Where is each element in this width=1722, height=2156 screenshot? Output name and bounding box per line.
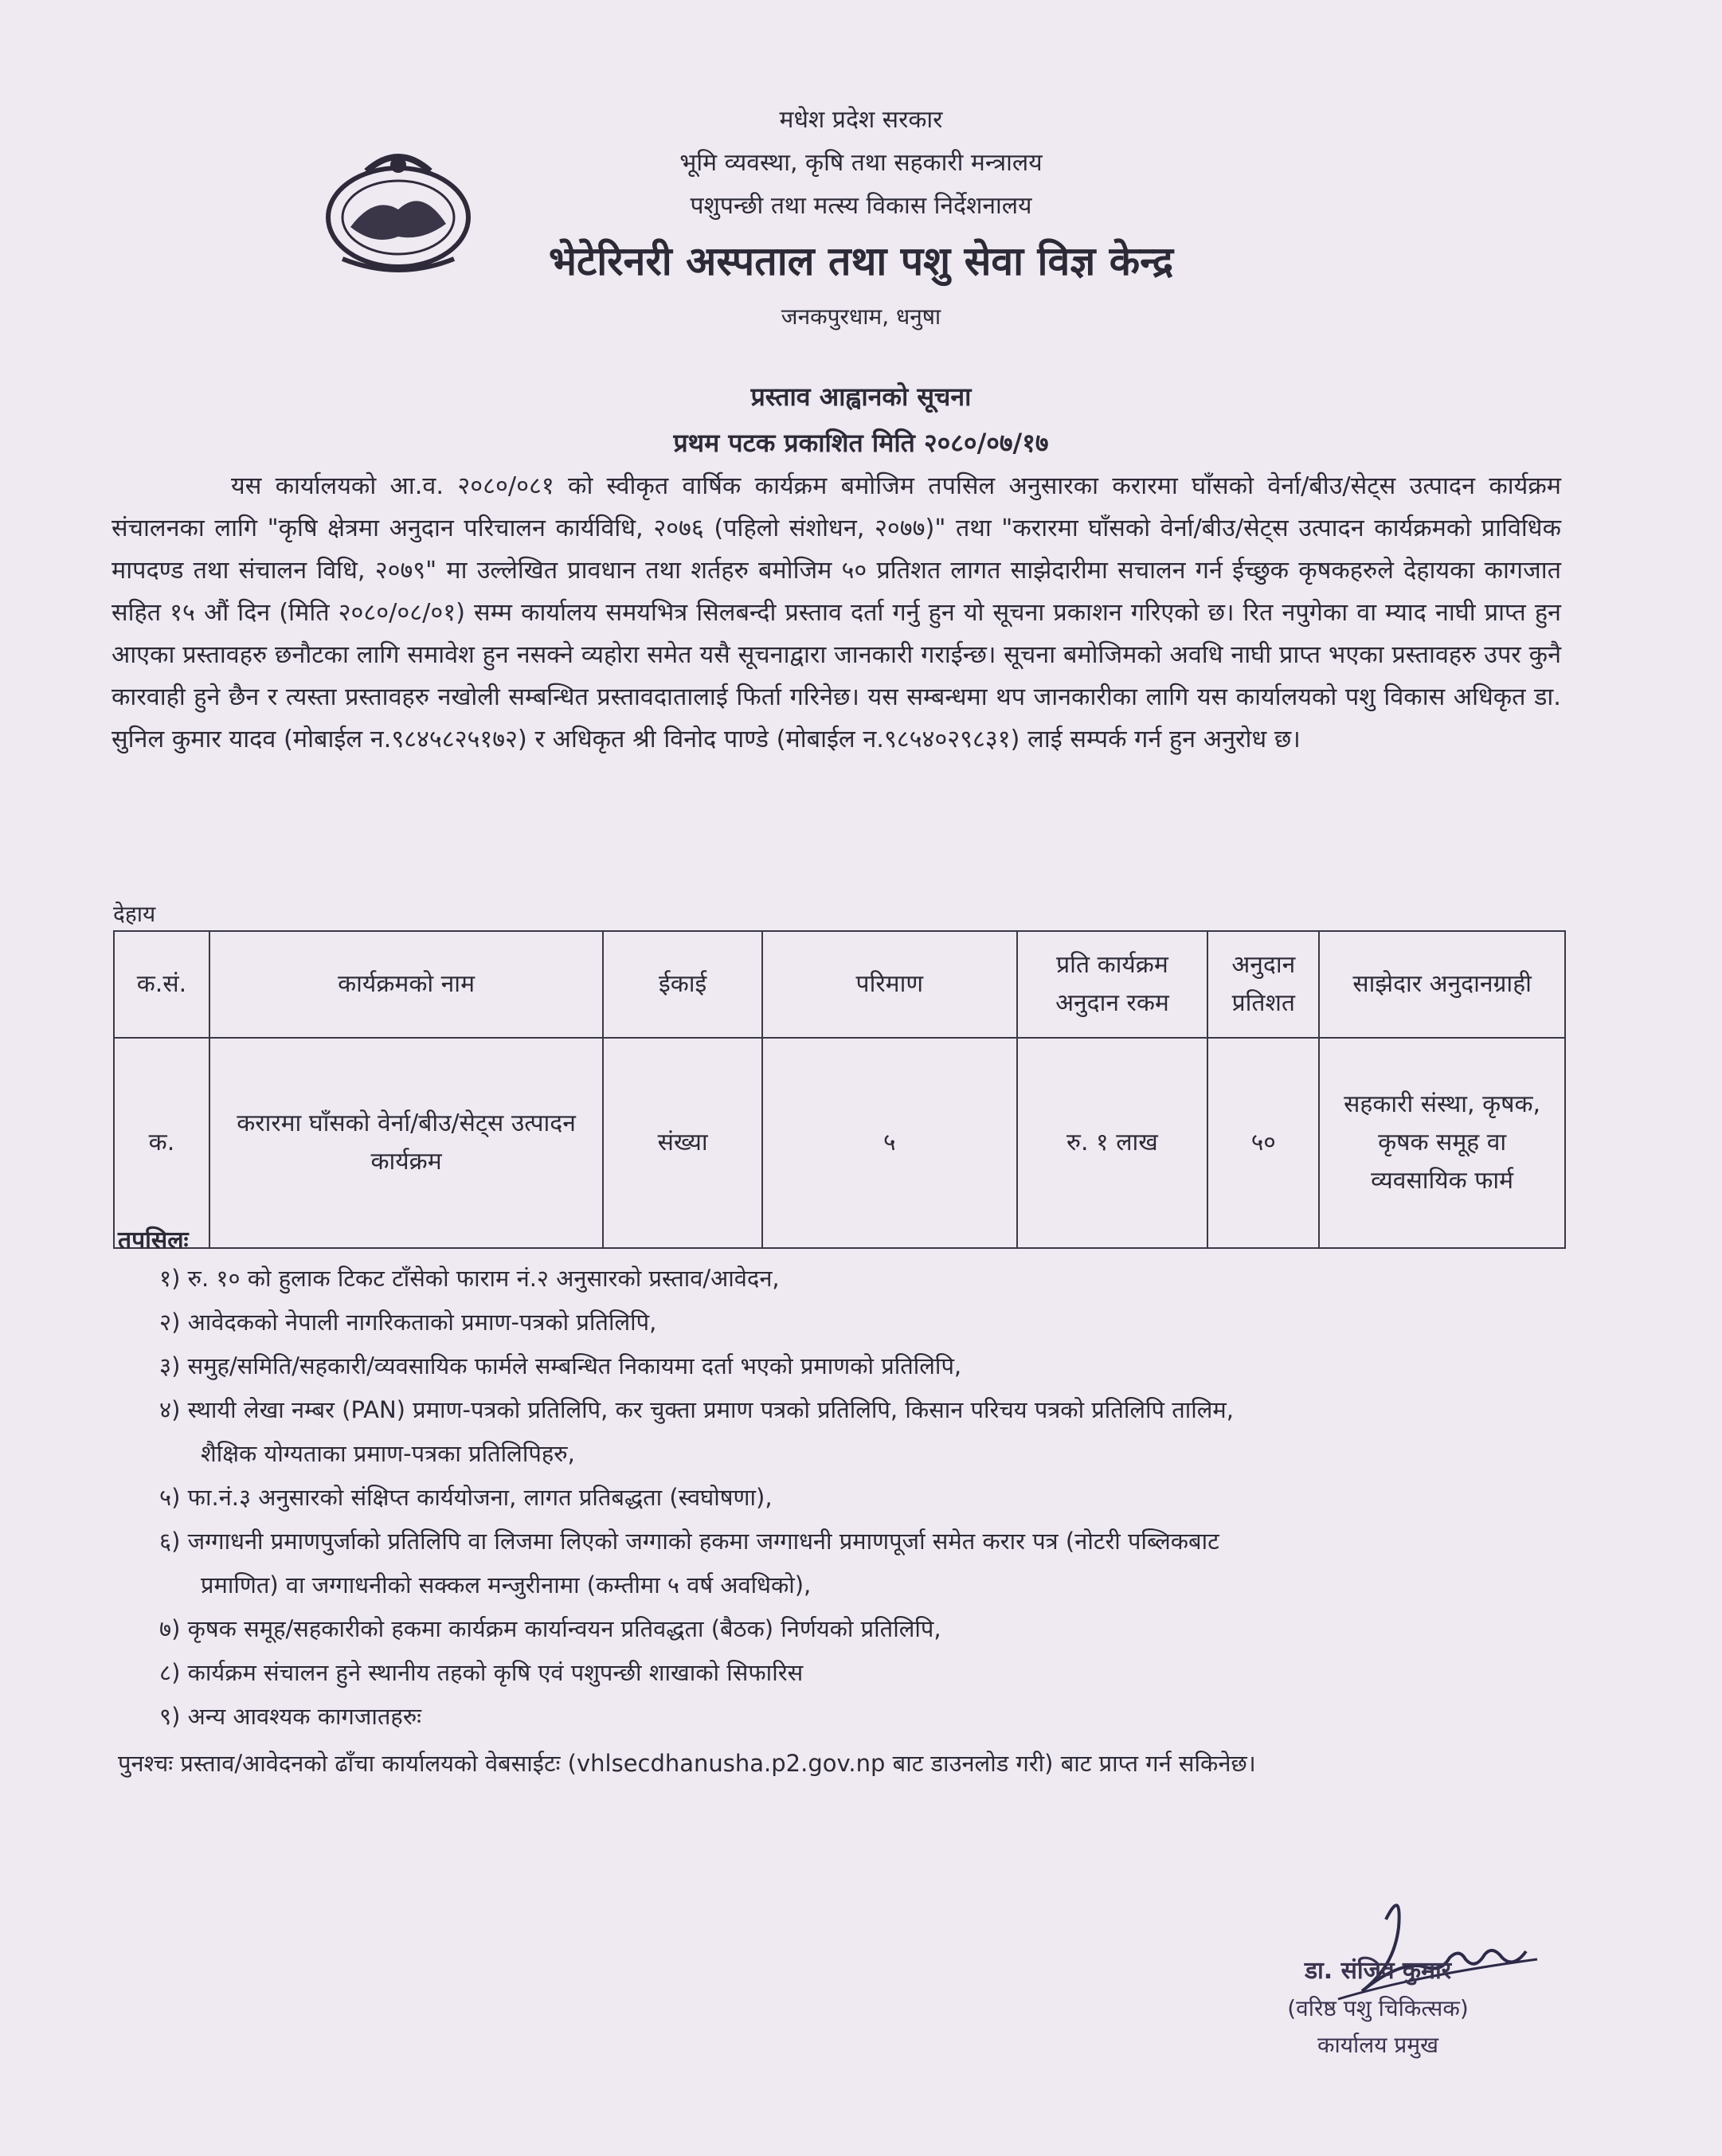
tapasil-heading: तपसिलः	[118, 1227, 189, 1254]
notice-paragraph-text: यस कार्यालयको आ.व. २०८०/०८१ को स्वीकृत वार्षिक कार्यक्रम बमोजिम तपसिल अनुसारका करारमा घाँसको वेर्ना/बीउ/सेट्स उत्पादन कार्यक्रम संचालनका लागि "कृषि क्षेत्रमा अनुदान परिचालन कार्यविधि, २०७६ (पहिलो संशोधन, २०७७)" तथा "करारमा घाँसको वेर्ना/बीउ/सेट्स उत्पादन कार्यक्रमको प्राविधिक मापदण्ड तथा संचालन विधि, २०७९" मा उल्लेखित प्रावधान तथा शर्तहरु बमोजिम ५० प्रतिशत लागत साझेदारीमा सचालन गर्न ईच्छुक कृषकहरुले देहायका कागजात सहित १५ औं दिन (मिति २०८०/०८/०१) सम्म कार्यालय समयभित्र सिलबन्दी प्रस्ताव दर्ता गर्नु हुन यो सूचना प्रकाशन गरिएको छ। रित नपुगेका वा म्याद नाघी प्राप्त हुन आएका प्रस्तावहरु छनौटका लागि समावेश हुन नसक्ने व्यहोरा समेत यसै सूचनाद्वारा जानकारी गराईन्छ। सूचना बमोजिमको अवधि नाघी प्राप्त भएका प्रस्तावहरु उपर कुनै कारवाही हुने छैन र त्यस्ता प्रस्तावहरु नखोली सम्बन्धित प्रस्तावदातालाई फिर्ता गरिनेछ। यस सम्बन्धमा थप जानकारीका लागि यस कार्यालयको पशु विकास अधिकृत डा. सुनिल कुमार यादव (मोबाईल न.९८४५८२५१७२) र अधिकृत श्री विनोद पाण्डे (मोबाईल न.९८५४०२९८३१) लाई सम्पर्क गर्न हुन अनुरोध छ।	[112, 472, 1561, 753]
header-program-name: कार्यक्रमको नाम	[209, 931, 603, 1038]
signatory-title: (वरिष्ठ पशु चिकित्सक)	[1287, 1995, 1469, 2021]
list-item: ७) कृषक समूह/सहकारीको हकमा कार्यक्रम कार्यान्वयन प्रतिवद्धता (बैठक) निर्णयको प्रतिलिपि,	[159, 1615, 941, 1642]
notice-paragraph	[112, 465, 1561, 761]
list-item: ९) अन्य आवश्यक कागजातहरुः	[159, 1703, 422, 1730]
list-item: ४) स्थायी लेखा नम्बर (PAN) प्रमाण-पत्रको प्रतिलिपि, कर चुक्ता प्रमाण पत्रको प्रतिलिपि, किसान परिचय पत्रको प्रतिलिपि तालिम,	[159, 1396, 1234, 1423]
cell-quantity: ५	[762, 1038, 1017, 1248]
cell-grant-amount: रु. १ लाख	[1017, 1038, 1208, 1248]
list-item: २) आवेदकको नेपाली नागरिकताको प्रमाण-पत्रको प्रतिलिपि,	[159, 1309, 657, 1336]
signatory-name: डा. संजिव कुमार	[1304, 1957, 1452, 1985]
list-item: ३) समुह/समिति/सहकारी/व्यवसायिक फार्मले सम्बन्धित निकायमा दर्ता भएको प्रमाणको प्रतिलिपि,	[159, 1352, 962, 1379]
download-note: पुनश्चः प्रस्ताव/आवेदनको ढाँचा कार्यालयको वेबसाईटः (vhlsecdhanusha.p2.gov.np बाट डाउनलोड गरी) बाट प्राप्त गर्न सकिनेछ।	[118, 1750, 1256, 1777]
header-grant-percent: अनुदान प्रतिशत	[1207, 931, 1319, 1038]
office-location: जनकपुरधाम, धनुषा	[781, 303, 941, 330]
header-unit: ईकाई	[603, 931, 762, 1038]
list-item-continuation: शैक्षिक योग्यताका प्रमाण-पत्रका प्रतिलिपिहरु,	[201, 1440, 575, 1467]
header-grant-amount: प्रति कार्यक्रम अनुदान रकम	[1017, 931, 1208, 1038]
table-caption: देहाय	[113, 901, 156, 927]
header-line-2: भूमि व्यवस्था, कृषि तथा सहकारी मन्त्रालय	[679, 149, 1043, 177]
cell-grant-percent: ५०	[1207, 1038, 1319, 1248]
header-line-3: पशुपन्छी तथा मत्स्य विकास निर्देशनालय	[690, 192, 1032, 220]
header-line-1: मधेश प्रदेश सरकार	[779, 106, 943, 134]
document-list	[159, 1257, 1585, 1739]
cell-unit: संख्या	[603, 1038, 762, 1248]
program-table	[113, 930, 1566, 1249]
list-item-continuation: प्रमाणित) वा जग्गाधनीको सक्कल मन्जुरीनामा (कम्तीमा ५ वर्ष अवधिको),	[201, 1571, 812, 1598]
table-row	[114, 1038, 1565, 1248]
list-item: ६) जग्गाधनी प्रमाणपुर्जाको प्रतिलिपि वा लिजमा लिएको जग्गाको हकमा जग्गाधनी प्रमाणपूर्जा समेत करार पत्र (नोटरी पब्लिकबाट	[159, 1528, 1219, 1555]
header-serial: क.सं.	[114, 931, 209, 1038]
table-header-row	[114, 931, 1565, 1038]
notice-title: प्रस्ताव आह्वानको सूचना	[750, 382, 972, 412]
list-item: ५) फा.नं.३ अनुसारको संक्षिप्त कार्ययोजना, लागत प्रतिबद्धता (स्वघोषणा),	[159, 1484, 773, 1511]
office-name: भेटेरिनरी अस्पताल तथा पशु सेवा विज्ञ केन्द्र	[548, 238, 1174, 284]
cell-serial: क.	[114, 1038, 209, 1248]
header-beneficiary: साझेदार अनुदानग्राही	[1319, 931, 1565, 1038]
published-date: प्रथम पटक प्रकाशित मिति २०८०/०७/१७	[673, 428, 1049, 458]
cell-program-name: करारमा घाँसको वेर्ना/बीउ/सेट्स उत्पादन कार्यक्रम	[209, 1038, 603, 1248]
header-quantity: परिमाण	[762, 931, 1017, 1038]
list-item: ८) कार्यक्रम संचालन हुने स्थानीय तहको कृषि एवं पशुपन्छी शाखाको सिफारिस	[159, 1659, 804, 1686]
signatory-role: कार्यालय प्रमुख	[1317, 2032, 1438, 2058]
list-item: १) रु. १० को हुलाक टिकट टाँसेको फाराम नं.२ अनुसारको प्रस्ताव/आवेदन,	[159, 1265, 780, 1292]
cell-beneficiary: सहकारी संस्था, कृषक, कृषक समूह वा व्यवसायिक फार्म	[1319, 1038, 1565, 1248]
